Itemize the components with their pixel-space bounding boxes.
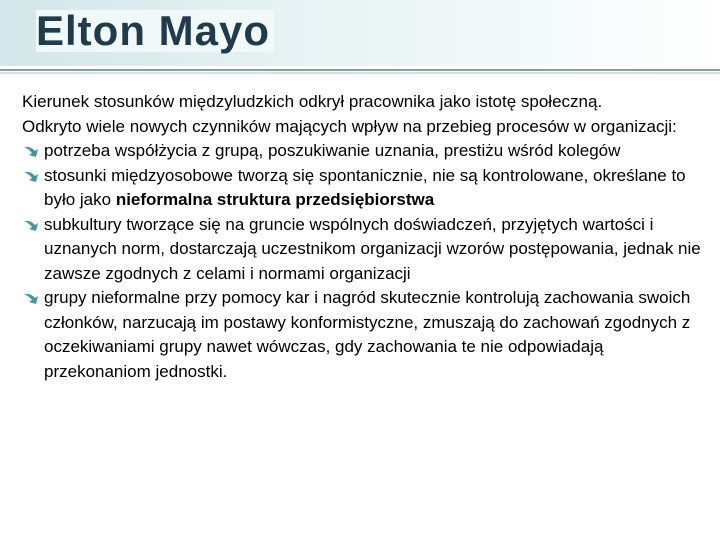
- bullet-icon: [22, 219, 40, 233]
- bullet-bold-text: nieformalna struktura przedsiębiorstwa: [115, 190, 435, 209]
- intro-paragraph-2: Odkryto wiele nowych czynników mających wpływ na przebieg procesów w organizacji:: [22, 116, 677, 136]
- bullet-item-4: [22, 286, 702, 384]
- bullet-item-2: [22, 164, 702, 213]
- bullet-icon: [22, 292, 40, 306]
- title-rule: [0, 66, 720, 76]
- slide-title: Elton Mayo: [36, 10, 274, 52]
- bullet-text: potrzeba współżycia z grupą, poszukiwanie uznania, prestiżu wśród kolegów: [44, 141, 621, 160]
- bullet-item-3: [22, 213, 702, 287]
- bullet-text: grupy nieformalne przy pomocy kar i nagród skutecznie kontrolują zachowania swoich członków, narzucają im postawy konformistyczne, zmuszają do zachowań zgodnych z oczekiwaniami grupy nawet wówczas, gdy zachowania te nie odpowiadają przekonaniom jednostki.: [44, 288, 691, 381]
- bullet-icon: [22, 145, 40, 159]
- bullet-icon: [22, 170, 40, 184]
- bullet-text: subkultury tworzące się na gruncie wspólnych doświadczeń, przyjętych wartości i uznanych norm, dostarczają uczestnikom organizacji wzorów postępowania, jednak nie zawsze zgodnych z celami i normami organizacji: [44, 214, 701, 283]
- slide-content: [22, 90, 702, 384]
- bullet-text: stosunki międzyosobowe tworzą się spontanicznie, nie są kontrolowane, określane to było jako: [44, 165, 686, 209]
- bullet-item-1: [22, 139, 702, 164]
- intro-paragraph-1: Kierunek stosunków międzyludzkich odkrył pracownika jako istotę społeczną.: [22, 92, 603, 111]
